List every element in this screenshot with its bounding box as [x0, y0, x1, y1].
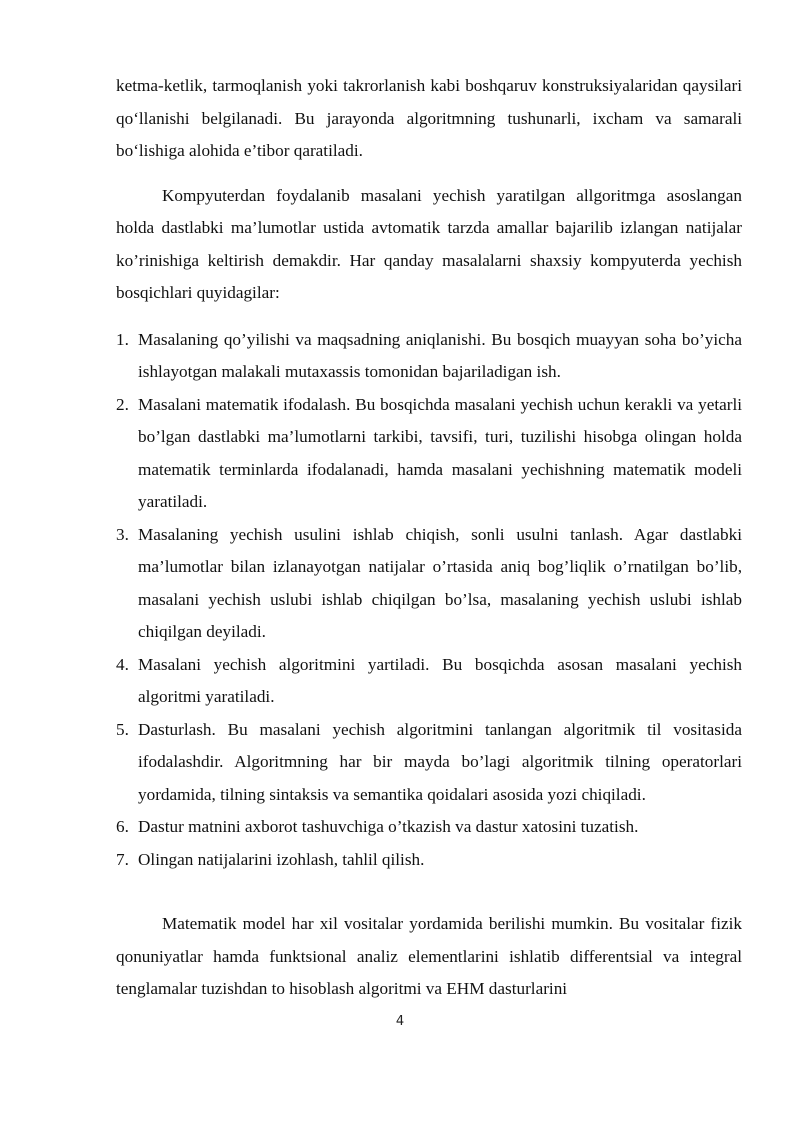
list-item-number: 5.	[116, 719, 129, 739]
paragraph-continuation: ketma-ketlik, tarmoqlanish yoki takrorlanish kabi boshqaruv konstruksiyalaridan qaysilari qo‘llanishi belgilanadi. Bu jarayonda algoritmning tushunarli, ixcham va samarali bo‘lishiga alohida e’tibor qaratiladi.	[116, 76, 742, 160]
list-item-text: Dastur matnini axborot tashuvchiga o’tkazish va dastur xatosini tuzatish.	[138, 817, 639, 836]
list-item	[116, 714, 742, 812]
list-item-text: Dasturlash. Bu masalani yechish algoritmini tanlangan algoritmik til vositasida ifodalashdir. Algoritmning har bir mayda bo’lagi algoritmik tilning operatorlari yordamida, tilning sintaksis va semantika qoidalari asosida yozi chiqiladi.	[138, 719, 742, 804]
steps-list	[116, 324, 742, 877]
list-item-text: Masalaning yechish usulini ishlab chiqish, sonli usulni tanlash. Agar dastlabki ma’lumotlar bilan izlanayotgan natijalar o’rtasida aniq bog’liqlik o’rnatilgan bo’lib, masalani yechish uslubi ishlab chiqilgan bo’lsa, masalaning yechish uslubi ishlab chiqilgan deyiladi.	[138, 524, 742, 641]
list-item-number: 1.	[116, 329, 129, 349]
page-body	[116, 70, 742, 1006]
list-item-text: Masalani matematik ifodalash. Bu bosqichda masalani yechish uchun kerakli va yetarli bo’lgan dastlabki ma’lumotlarni tarkibi, tavsifi, turi, tuzilishi hisobga olingan holda matematik terminlarda ifodalanadi, hamda masalani yechishning matematik modeli yaratiladi.	[138, 394, 742, 511]
list-item-text: Olingan natijalarini izohlash, tahlil qilish.	[138, 849, 425, 869]
list-item	[116, 649, 742, 714]
list-item-text: Masalaning qo’yilishi va maqsadning aniqlanishi. Bu bosqich muayyan soha bo’yicha ishlayotgan malakali mutaxassis tomonidan bajariladigan ish.	[138, 329, 742, 381]
page-number: 4	[395, 1014, 405, 1029]
list-item	[116, 519, 742, 649]
list-item	[116, 324, 742, 389]
list-item-text: Masalani yechish algoritmini yartiladi. Bu bosqichda asosan masalani yechish algoritmi yaratiladi.	[138, 654, 742, 706]
list-item-number: 7.	[116, 849, 129, 869]
list-item	[116, 389, 742, 519]
list-item	[116, 844, 742, 877]
list-item-number: 3.	[116, 524, 129, 544]
list-item	[116, 811, 742, 844]
list-item-number: 4.	[116, 654, 129, 674]
paragraph-math-model: Matematik model har xil vositalar yordamida berilishi mumkin. Bu vositalar fizik qonuniyatlar hamda funktsional analiz elementlarini ishlatib differentsial va integral tenglamalar tuzishdan to hisoblash algoritmi va EHM dasturlarini	[116, 914, 742, 998]
paragraph-intro-steps: Kompyuterdan foydalanib masalani yechish yaratilgan allgoritmga asoslangan holda dastlabki ma’lumotlar ustida avtomatik tarzda amallar bajarilib izlangan natijalar ko’rinishiga keltirish demakdir. Har qanday masalalarni shaxsiy kompyuterda yechish bosqichlari quyidagilar:	[116, 185, 742, 302]
list-item-number: 2.	[116, 394, 129, 414]
list-item-number: 6.	[116, 817, 129, 836]
